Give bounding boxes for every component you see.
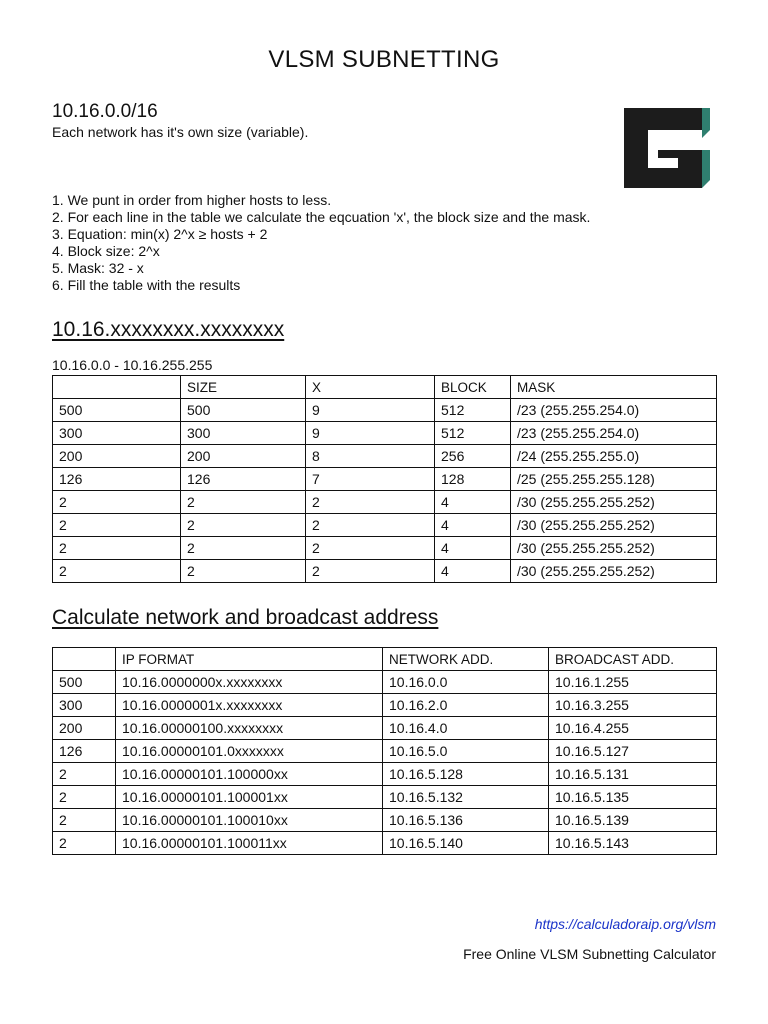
column-header: BROADCAST ADD. <box>549 648 717 671</box>
network-description: Each network has it's own size (variable). <box>52 124 309 140</box>
table-cell: 2 <box>53 786 116 809</box>
table-cell: 2 <box>181 491 306 514</box>
table-cell: /24 (255.255.255.0) <box>511 445 717 468</box>
table-row <box>53 468 717 491</box>
table-cell: 10.16.4.255 <box>549 717 717 740</box>
table-cell: 2 <box>53 514 181 537</box>
table-cell: 10.16.2.0 <box>383 694 549 717</box>
table-cell: 8 <box>306 445 435 468</box>
address-range: 10.16.0.0 - 10.16.255.255 <box>52 357 213 373</box>
table-cell: 2 <box>53 537 181 560</box>
table-cell: 10.16.5.139 <box>549 809 717 832</box>
table-cell: /30 (255.255.255.252) <box>511 560 717 583</box>
table-cell: 4 <box>435 537 511 560</box>
column-header <box>53 376 181 399</box>
table-cell: 2 <box>181 560 306 583</box>
table-cell: 4 <box>435 514 511 537</box>
table-cell: 2 <box>53 809 116 832</box>
table-cell: 10.16.0.0 <box>383 671 549 694</box>
table-cell: 10.16.00000100.xxxxxxxx <box>116 717 383 740</box>
table-header-row <box>53 648 717 671</box>
column-header: SIZE <box>181 376 306 399</box>
table-row <box>53 491 717 514</box>
network-broadcast-table <box>52 647 717 855</box>
table-cell: /23 (255.255.254.0) <box>511 399 717 422</box>
table-cell: 10.16.5.135 <box>549 786 717 809</box>
column-header <box>53 648 116 671</box>
page-title: VLSM SUBNETTING <box>268 46 500 73</box>
table-row <box>53 832 717 855</box>
table-cell: 200 <box>53 445 181 468</box>
table-cell: /30 (255.255.255.252) <box>511 537 717 560</box>
table-cell: 4 <box>435 491 511 514</box>
table-row <box>53 786 717 809</box>
table-cell: 2 <box>53 560 181 583</box>
table-row <box>53 763 717 786</box>
table-cell: 2 <box>306 537 435 560</box>
table-cell: 7 <box>306 468 435 491</box>
table-cell: 2 <box>53 491 181 514</box>
table-cell: 10.16.0000000x.xxxxxxxx <box>116 671 383 694</box>
table-row <box>53 740 717 763</box>
table-cell: 10.16.5.131 <box>549 763 717 786</box>
table-cell: /30 (255.255.255.252) <box>511 514 717 537</box>
step-item: 6. Fill the table with the results <box>52 277 241 293</box>
table-cell: 10.16.00000101.100010xx <box>116 809 383 832</box>
table-cell: 10.16.0000001x.xxxxxxxx <box>116 694 383 717</box>
table-cell: 300 <box>181 422 306 445</box>
vlsm-size-table <box>52 375 717 583</box>
table-cell: 10.16.00000101.100011xx <box>116 832 383 855</box>
table-cell: 200 <box>53 717 116 740</box>
table-cell: 10.16.3.255 <box>549 694 717 717</box>
step-item: 3. Equation: min(x) 2^x ≥ hosts + 2 <box>52 226 268 242</box>
step-item: 5. Mask: 32 - x <box>52 260 144 276</box>
table-cell: /30 (255.255.255.252) <box>511 491 717 514</box>
footer-text: Free Online VLSM Subnetting Calculator <box>463 946 716 962</box>
g-letter-logo-icon <box>622 104 714 192</box>
table-row <box>53 671 717 694</box>
column-header: X <box>306 376 435 399</box>
table-cell: 2 <box>306 491 435 514</box>
table-cell: 500 <box>53 399 181 422</box>
table-cell: 128 <box>435 468 511 491</box>
table-cell: 10.16.00000101.0xxxxxxx <box>116 740 383 763</box>
table-cell: 2 <box>181 514 306 537</box>
table-cell: 126 <box>181 468 306 491</box>
section-title-binary-format: 10.16.xxxxxxxx.xxxxxxxx <box>52 318 285 341</box>
table-row <box>53 694 717 717</box>
step-item: 2. For each line in the table we calculate the eqcuation 'x', the block size and the mask. <box>52 209 591 225</box>
table-cell: 500 <box>53 671 116 694</box>
table-cell: 256 <box>435 445 511 468</box>
section-title-network-broadcast: Calculate network and broadcast address <box>52 606 439 629</box>
table-cell: 10.16.00000101.100001xx <box>116 786 383 809</box>
network-heading: 10.16.0.0/16 <box>52 101 158 122</box>
column-header: IP FORMAT <box>116 648 383 671</box>
table-cell: 10.16.5.127 <box>549 740 717 763</box>
table-cell: 300 <box>53 422 181 445</box>
step-item: 1. We punt in order from higher hosts to less. <box>52 192 332 208</box>
table-cell: 126 <box>53 468 181 491</box>
table-cell: 9 <box>306 399 435 422</box>
table-cell: 2 <box>53 832 116 855</box>
table-row <box>53 514 717 537</box>
table-cell: 9 <box>306 422 435 445</box>
table-row <box>53 399 717 422</box>
table-cell: 500 <box>181 399 306 422</box>
table-cell: 10.16.5.136 <box>383 809 549 832</box>
table-row <box>53 445 717 468</box>
table-cell: 2 <box>306 514 435 537</box>
table-cell: 10.16.00000101.100000xx <box>116 763 383 786</box>
table-cell: 10.16.5.132 <box>383 786 549 809</box>
table-cell: /23 (255.255.254.0) <box>511 422 717 445</box>
table-cell: 512 <box>435 399 511 422</box>
table-cell: 10.16.1.255 <box>549 671 717 694</box>
table-cell: 4 <box>435 560 511 583</box>
table-cell: 2 <box>306 560 435 583</box>
table-row <box>53 537 717 560</box>
step-item: 4. Block size: 2^x <box>52 243 160 259</box>
table-cell: 2 <box>53 763 116 786</box>
table-cell: 10.16.5.0 <box>383 740 549 763</box>
calculator-link[interactable]: https://calculadoraip.org/vlsm <box>534 916 716 932</box>
steps-list <box>52 192 590 294</box>
table-cell: 10.16.4.0 <box>383 717 549 740</box>
column-header: MASK <box>511 376 717 399</box>
table-cell: 10.16.5.143 <box>549 832 717 855</box>
table-cell: /25 (255.255.255.128) <box>511 468 717 491</box>
column-header: NETWORK ADD. <box>383 648 549 671</box>
table-row <box>53 422 717 445</box>
table-row <box>53 560 717 583</box>
table-cell: 10.16.5.128 <box>383 763 549 786</box>
table-cell: 300 <box>53 694 116 717</box>
table-row <box>53 809 717 832</box>
table-header-row <box>53 376 717 399</box>
table-cell: 512 <box>435 422 511 445</box>
table-cell: 126 <box>53 740 116 763</box>
table-cell: 10.16.5.140 <box>383 832 549 855</box>
table-row <box>53 717 717 740</box>
table-cell: 2 <box>181 537 306 560</box>
table-cell: 200 <box>181 445 306 468</box>
column-header: BLOCK <box>435 376 511 399</box>
